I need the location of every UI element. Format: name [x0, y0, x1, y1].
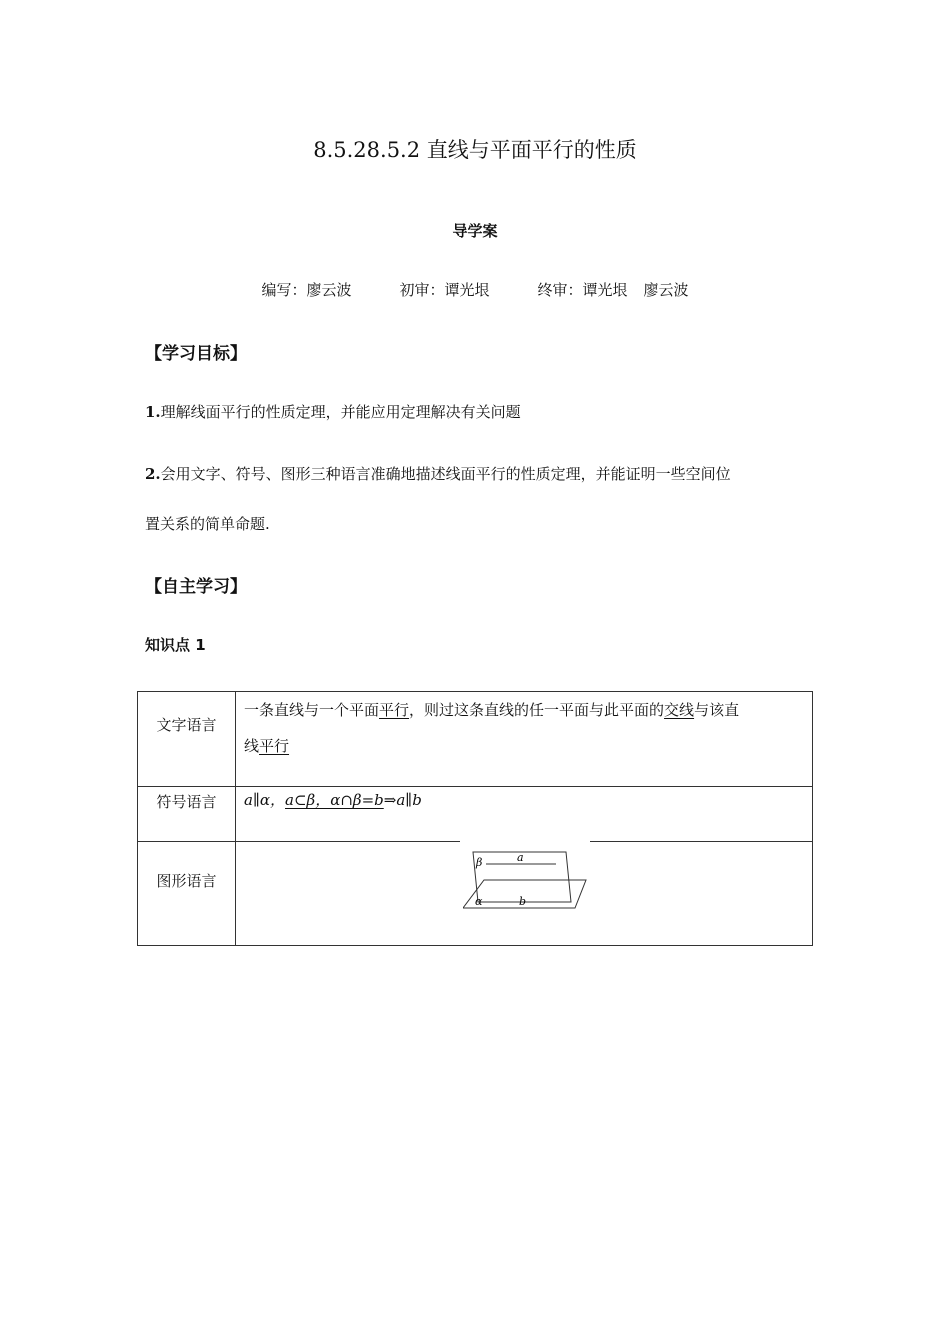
- symbol-language-content: a∥α，a⊂β，α∩β=b⇒a∥b: [244, 791, 422, 809]
- plane-line-figure: [463, 846, 593, 910]
- writer: 编写：廖云波: [261, 281, 352, 299]
- goal-2-cont: [145, 513, 805, 534]
- final-reviewer-second: 廖云波: [643, 281, 689, 299]
- goal-1: [145, 401, 805, 422]
- blank-intersection: 交线: [664, 701, 695, 719]
- table-row-figure: [138, 842, 812, 945]
- label-beta: β: [476, 856, 483, 869]
- goal-2: [145, 463, 805, 484]
- row-header-figure-language: 图形语言: [138, 842, 236, 945]
- goal-1-num: 1.: [145, 403, 161, 421]
- row-header-text-language: 文字语言: [138, 692, 236, 786]
- goal-2-cont-text: 置关系的简单命题.: [145, 515, 270, 533]
- goal-2-text: 会用文字、符号、图形三种语言准确地描述线面平行的性质定理，并能证明一些空间位: [160, 465, 731, 483]
- final-reviewer: 终审：谭光垠: [537, 281, 628, 299]
- self-study-heading: 【自主学习】: [145, 577, 247, 597]
- text-language-content: 一条直线与一个平面平行，则过这条直线的任一平面与此平面的交线与该直 线平行: [244, 701, 740, 755]
- blank-parallel: 平行: [379, 701, 410, 719]
- blank-symbol: a⊂β，α∩β=b: [285, 791, 384, 809]
- knowledge-point-label: 知识点 1: [145, 636, 206, 654]
- table-row-symbol: [138, 787, 812, 842]
- first-reviewer: 初审：谭光垠: [399, 281, 490, 299]
- goal-2-num: 2.: [145, 465, 161, 483]
- label-b: b: [519, 895, 527, 908]
- blank-parallel-2: 平行: [259, 737, 290, 755]
- page-subtitle: 导学案: [452, 222, 498, 240]
- page-title: 8.5.28.5.2 直线与平面平行的性质: [313, 138, 637, 162]
- goal-1-text: 理解线面平行的性质定理，并能应用定理解决有关问题: [160, 403, 521, 421]
- goals-heading: 【学习目标】: [145, 344, 247, 364]
- authors-line: [0, 279, 950, 300]
- label-alpha: α: [475, 895, 483, 908]
- table-row-text: [138, 692, 812, 787]
- theorem-table: [137, 691, 813, 946]
- label-a: a: [517, 851, 524, 864]
- row-header-symbol-language: 符号语言: [138, 787, 236, 842]
